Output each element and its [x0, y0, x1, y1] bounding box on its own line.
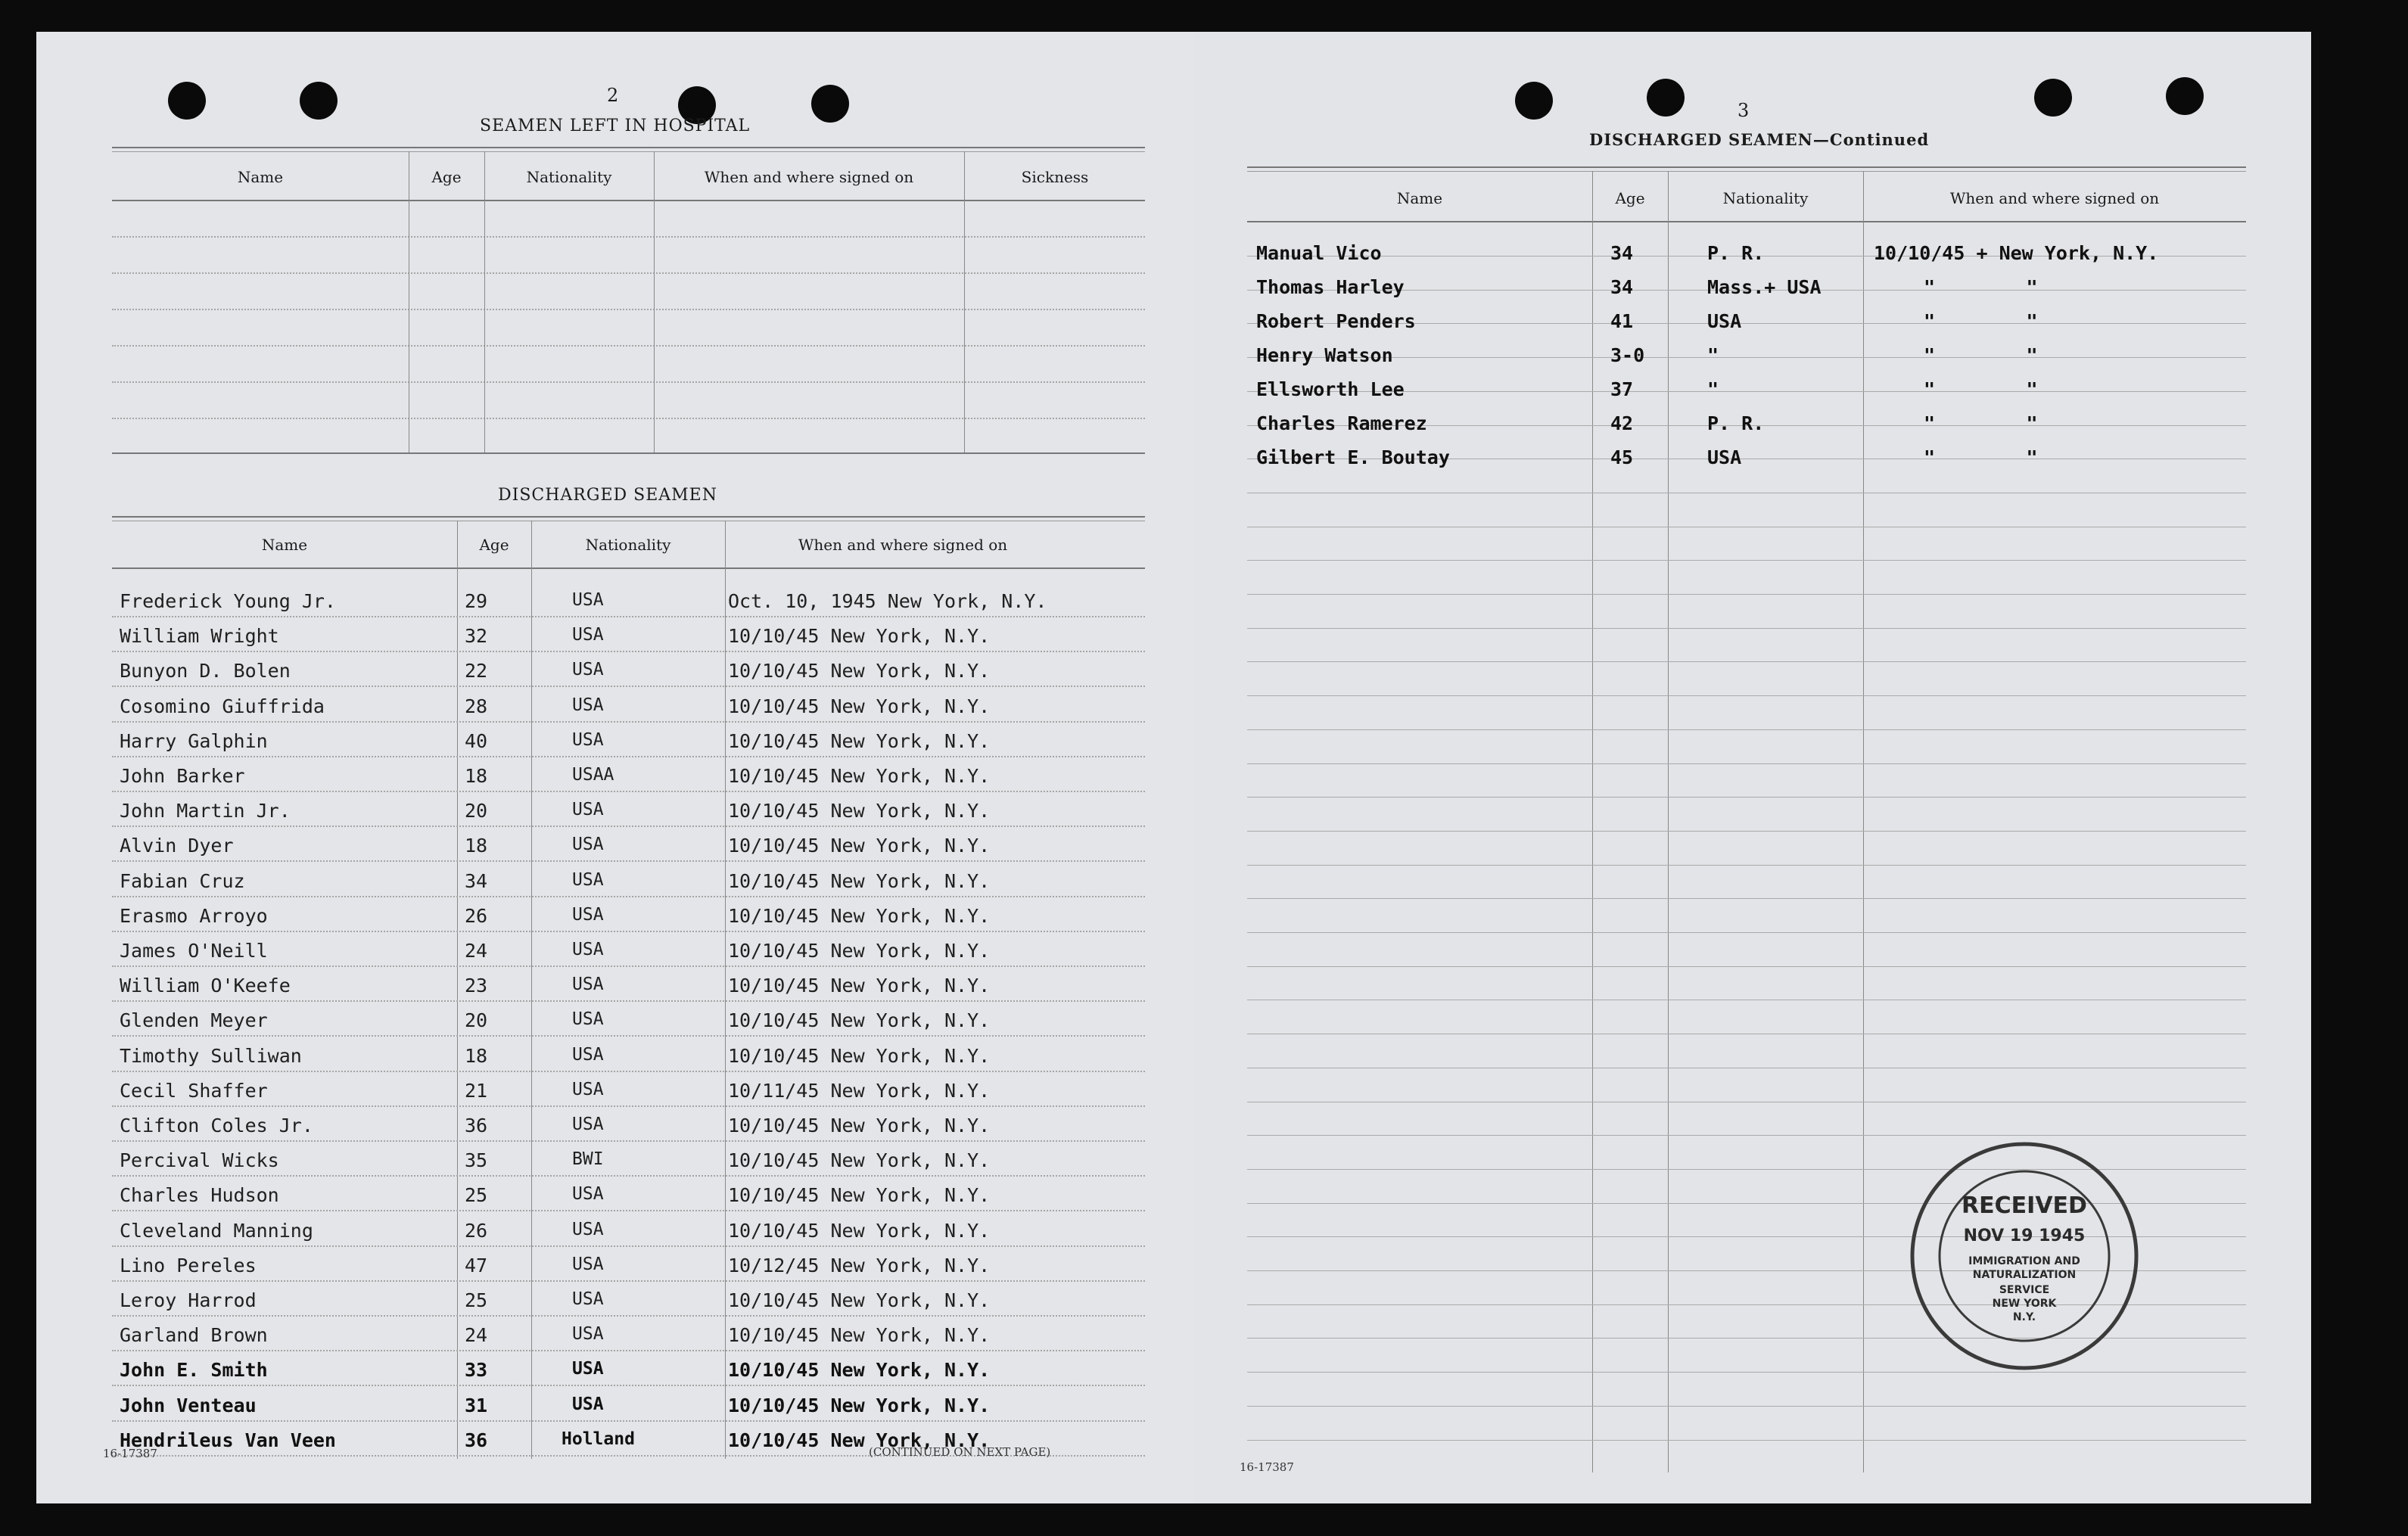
- seaman-signed-on: " ": [1924, 310, 2038, 332]
- seaman-name: Hendrileus Van Veen: [120, 1429, 336, 1451]
- row-rule: [112, 965, 1145, 967]
- row-rule: [1247, 560, 2246, 561]
- seaman-name: Harry Galphin: [120, 729, 268, 752]
- seaman-age: 20: [465, 1009, 488, 1032]
- seaman-name: John Barker: [120, 765, 245, 787]
- seaman-nationality: Mass.+ USA: [1707, 276, 1822, 298]
- row-rule: [112, 1000, 1145, 1002]
- seaman-age: 24: [465, 1324, 488, 1347]
- form-number: 16-17387: [103, 1447, 157, 1460]
- col-divider: [531, 521, 532, 1459]
- hospital-header-name: Name: [237, 168, 284, 186]
- seaman-name: Percival Wicks: [120, 1149, 279, 1172]
- seaman-age: 41: [1610, 310, 1634, 332]
- seaman-age: 33: [465, 1359, 488, 1382]
- seaman-age: 31: [465, 1394, 488, 1416]
- seaman-age: 26: [465, 904, 488, 927]
- row-rule: [112, 1350, 1145, 1351]
- col-divider: [1592, 171, 1593, 1472]
- seaman-name: Henry Watson: [1256, 344, 1393, 366]
- seaman-name: Lino Pereles: [120, 1254, 257, 1276]
- hospital-header-age: Age: [431, 168, 462, 186]
- seaman-nationality: USA: [572, 1254, 604, 1274]
- seaman-nationality: Holland: [562, 1429, 635, 1449]
- seaman-age: 35: [465, 1149, 488, 1172]
- seaman-name: William O'Keefe: [120, 975, 291, 997]
- left-page: [36, 32, 1193, 1503]
- stamp-line3: IMMIGRATION AND: [1968, 1255, 2080, 1267]
- seaman-nationality: USA: [572, 1115, 604, 1134]
- row-rule: [112, 651, 1145, 652]
- seaman-signed-on: 10/10/45 New York, N.Y.: [728, 729, 991, 752]
- punch-hole: [1515, 82, 1553, 120]
- punch-hole: [2034, 79, 2072, 117]
- seaman-name: Alvin Dyer: [120, 835, 234, 857]
- discharged-header-signed-on: When and where signed on: [798, 536, 1008, 554]
- seaman-signed-on: 10/10/45 New York, N.Y.: [728, 1219, 991, 1242]
- seaman-name: Charles Ramerez: [1256, 412, 1427, 434]
- row-rule: [112, 791, 1145, 792]
- right-section-title: DISCHARGED SEAMEN—Continued: [1589, 130, 1930, 149]
- seaman-nationality: ": [1707, 378, 1719, 400]
- seaman-age: 36: [465, 1429, 488, 1451]
- seaman-signed-on: " ": [1924, 344, 2038, 366]
- seaman-signed-on: 10/10/45 New York, N.Y.: [728, 975, 991, 997]
- seaman-nationality: USA: [572, 869, 604, 890]
- seaman-signed-on: 10/10/45 New York, N.Y.: [728, 1149, 991, 1172]
- seaman-signed-on: 10/10/45 New York, N.Y.: [728, 625, 991, 648]
- seaman-nationality: USA: [572, 800, 604, 820]
- seaman-name: Cleveland Manning: [120, 1219, 313, 1242]
- seaman-signed-on: 10/10/45 New York, N.Y.: [728, 1394, 991, 1416]
- seaman-age: 18: [465, 1044, 488, 1067]
- row-rule: [1247, 628, 2246, 629]
- seaman-age: 20: [465, 800, 488, 822]
- seaman-signed-on: 10/12/45 New York, N.Y.: [728, 1254, 991, 1276]
- seaman-signed-on: 10/10/45 New York, N.Y.: [728, 1044, 991, 1067]
- continued-note: (CONTINUED ON NEXT PAGE): [869, 1445, 1051, 1459]
- punch-hole: [300, 82, 338, 120]
- seaman-name: Leroy Harrod: [120, 1289, 257, 1311]
- seaman-signed-on: 10/10/45 New York, N.Y.: [728, 1009, 991, 1032]
- seaman-name: Frederick Young Jr.: [120, 590, 336, 612]
- seaman-name: Garland Brown: [120, 1324, 268, 1347]
- row-rule: [1247, 831, 2246, 832]
- stamp-line4: NATURALIZATION: [1972, 1269, 2077, 1281]
- seaman-name: Cecil Shaffer: [120, 1079, 268, 1102]
- col-divider: [1668, 171, 1669, 1472]
- seaman-nationality: USA: [572, 1184, 604, 1205]
- hospital-header-sickness: Sickness: [1021, 168, 1089, 186]
- seaman-name: Thomas Harley: [1256, 276, 1405, 298]
- stamp-line7: N.Y.: [2012, 1311, 2036, 1323]
- seaman-signed-on: 10/10/45 New York, N.Y.: [728, 1289, 991, 1311]
- row-rule: [112, 686, 1145, 687]
- seaman-nationality: USA: [572, 695, 604, 715]
- seaman-nationality: USA: [572, 729, 604, 750]
- row-rule: [112, 1420, 1145, 1422]
- seaman-signed-on: 10/10/45 + New York, N.Y.: [1874, 242, 2159, 264]
- col-divider: [457, 521, 458, 1459]
- received-stamp: [1907, 1139, 2142, 1373]
- seaman-name: Bunyon D. Bolen: [120, 660, 291, 682]
- discharged-header-name: Name: [261, 536, 308, 554]
- seaman-signed-on: 10/10/45 New York, N.Y.: [728, 1324, 991, 1347]
- seaman-nationality: USA: [572, 1289, 604, 1309]
- stamp-date: NOV 19 1945: [1963, 1227, 2086, 1245]
- seaman-age: 18: [465, 835, 488, 857]
- seaman-nationality: USAA: [572, 765, 614, 785]
- seaman-name: John E. Smith: [120, 1359, 268, 1382]
- seaman-signed-on: 10/10/45 New York, N.Y.: [728, 904, 991, 927]
- seaman-age: 37: [1610, 378, 1634, 400]
- row-rule: [112, 1175, 1145, 1177]
- row-rule: [112, 616, 1145, 617]
- row-rule: [112, 1245, 1145, 1247]
- row-rule: [1247, 932, 2246, 933]
- row-rule: [1247, 1406, 2246, 1407]
- right-header-signed-on: When and where signed on: [1949, 189, 2160, 207]
- seaman-nationality: USA: [572, 1044, 604, 1065]
- seaman-nationality: USA: [572, 1359, 604, 1379]
- row-rule: [1247, 1440, 2246, 1441]
- punch-hole: [2166, 77, 2204, 115]
- seaman-signed-on: " ": [1924, 378, 2038, 400]
- seaman-name: James O'Neill: [120, 940, 268, 962]
- row-rule: [112, 896, 1145, 897]
- seaman-name: John Martin Jr.: [120, 800, 291, 822]
- seaman-name: John Venteau: [120, 1394, 257, 1416]
- row-rule: [112, 721, 1145, 723]
- seaman-nationality: USA: [1707, 310, 1742, 332]
- seaman-name: Ellsworth Lee: [1256, 378, 1405, 400]
- page-number: 2: [607, 85, 619, 106]
- seaman-age: 42: [1610, 412, 1634, 434]
- seaman-nationality: USA: [572, 1394, 604, 1414]
- right-header-nationality: Nationality: [1722, 189, 1809, 207]
- seaman-nationality: USA: [572, 1219, 604, 1239]
- seaman-age: 21: [465, 1079, 488, 1102]
- row-rule: [1247, 865, 2246, 866]
- row-rule: [1247, 966, 2246, 967]
- seaman-nationality: USA: [572, 660, 604, 680]
- punch-hole: [168, 82, 206, 120]
- row-rule: [112, 1071, 1145, 1072]
- seaman-nationality: ": [1707, 344, 1719, 366]
- right-page: [1193, 32, 2311, 1503]
- seaman-name: Glenden Meyer: [120, 1009, 268, 1032]
- stamp-line6: NEW YORK: [1992, 1298, 2057, 1310]
- row-rule: [112, 756, 1145, 757]
- row-rule: [112, 1315, 1145, 1317]
- seaman-signed-on: " ": [1924, 446, 2038, 468]
- row-rule: [1247, 695, 2246, 696]
- seaman-name: Clifton Coles Jr.: [120, 1115, 313, 1136]
- page-number: 3: [1738, 100, 1750, 121]
- seaman-nationality: USA: [572, 625, 604, 645]
- seaman-age: 32: [465, 625, 488, 648]
- seaman-signed-on: 10/10/45 New York, N.Y.: [728, 869, 991, 892]
- row-rule: [1247, 898, 2246, 899]
- seaman-signed-on: 10/10/45 New York, N.Y.: [728, 765, 991, 787]
- seaman-name: Manual Vico: [1256, 242, 1382, 264]
- seaman-name: Charles Hudson: [120, 1184, 279, 1207]
- hospital-header-signed-on: When and where signed on: [704, 168, 914, 186]
- seaman-signed-on: Oct. 10, 1945 New York, N.Y.: [728, 590, 1047, 612]
- seaman-signed-on: " ": [1924, 276, 2038, 298]
- discharged-header-nationality: Nationality: [585, 536, 671, 554]
- seaman-signed-on: " ": [1924, 412, 2038, 434]
- seaman-name: Cosomino Giuffrida: [120, 695, 325, 717]
- discharged-header-age: Age: [479, 536, 509, 554]
- seaman-age: 34: [465, 869, 488, 892]
- seaman-age: 47: [465, 1254, 488, 1276]
- seaman-name: Robert Penders: [1256, 310, 1416, 332]
- seaman-signed-on: 10/11/45 New York, N.Y.: [728, 1079, 991, 1102]
- seaman-age: 3-0: [1610, 344, 1645, 366]
- seaman-nationality: USA: [1707, 446, 1742, 468]
- right-header-age: Age: [1615, 189, 1645, 207]
- seaman-nationality: USA: [572, 1079, 604, 1099]
- seaman-age: 25: [465, 1184, 488, 1207]
- seaman-age: 29: [465, 590, 488, 612]
- seaman-age: 24: [465, 940, 488, 962]
- seaman-name: Timothy Sulliwan: [120, 1044, 302, 1067]
- seaman-nationality: USA: [572, 835, 604, 855]
- punch-hole: [811, 85, 849, 123]
- row-rule: [112, 1105, 1145, 1107]
- row-rule: [1247, 594, 2246, 595]
- seaman-age: 34: [1610, 242, 1634, 264]
- seaman-nationality: USA: [572, 904, 604, 925]
- row-rule: [112, 860, 1145, 862]
- row-rule: [112, 1035, 1145, 1037]
- row-rule: [1247, 763, 2246, 764]
- seaman-signed-on: 10/10/45 New York, N.Y.: [728, 1359, 991, 1382]
- stamp-received: RECEIVED: [1962, 1192, 2087, 1219]
- row-rule: [1247, 357, 2246, 358]
- stamp-line5: SERVICE: [1999, 1284, 2050, 1296]
- row-rule: [112, 1210, 1145, 1211]
- seaman-name: William Wright: [120, 625, 279, 648]
- hospital-section-title: SEAMEN LEFT IN HOSPITAL: [480, 117, 751, 135]
- col-divider: [725, 521, 726, 1459]
- seaman-signed-on: 10/10/45 New York, N.Y.: [728, 1115, 991, 1136]
- row-rule: [112, 931, 1145, 932]
- seaman-signed-on: 10/10/45 New York, N.Y.: [728, 940, 991, 962]
- row-rule: [112, 826, 1145, 827]
- row-rule: [1247, 729, 2246, 730]
- seaman-age: 36: [465, 1115, 488, 1136]
- seaman-nationality: P. R.: [1707, 242, 1765, 264]
- seaman-nationality: P. R.: [1707, 412, 1765, 434]
- seaman-signed-on: 10/10/45 New York, N.Y.: [728, 1429, 991, 1451]
- hospital-header-nationality: Nationality: [526, 168, 612, 186]
- seaman-name: Fabian Cruz: [120, 869, 245, 892]
- seaman-nationality: USA: [572, 975, 604, 995]
- punch-hole: [1647, 79, 1685, 117]
- row-rule: [1247, 797, 2246, 798]
- row-rule: [1247, 1135, 2246, 1136]
- seaman-signed-on: 10/10/45 New York, N.Y.: [728, 835, 991, 857]
- seaman-age: 18: [465, 765, 488, 787]
- seaman-nationality: USA: [572, 1324, 604, 1345]
- seaman-age: 40: [465, 729, 488, 752]
- seaman-age: 22: [465, 660, 488, 682]
- row-rule: [112, 1280, 1145, 1282]
- seaman-age: 23: [465, 975, 488, 997]
- form-number: 16-17387: [1240, 1460, 1294, 1474]
- seaman-signed-on: 10/10/45 New York, N.Y.: [728, 695, 991, 717]
- seaman-nationality: USA: [572, 1009, 604, 1030]
- seaman-age: 25: [465, 1289, 488, 1311]
- seaman-nationality: USA: [572, 940, 604, 959]
- seaman-signed-on: 10/10/45 New York, N.Y.: [728, 1184, 991, 1207]
- seaman-age: 28: [465, 695, 488, 717]
- row-rule: [112, 1385, 1145, 1386]
- seaman-nationality: USA: [572, 590, 604, 610]
- seaman-age: 34: [1610, 276, 1634, 298]
- row-rule: [1247, 661, 2246, 662]
- seaman-nationality: BWI: [572, 1149, 604, 1170]
- discharged-section-title: DISCHARGED SEAMEN: [498, 486, 717, 505]
- seaman-name: Erasmo Arroyo: [120, 904, 268, 927]
- right-header-name: Name: [1396, 189, 1443, 207]
- seaman-name: Gilbert E. Boutay: [1256, 446, 1450, 468]
- seaman-age: 26: [465, 1219, 488, 1242]
- seaman-signed-on: 10/10/45 New York, N.Y.: [728, 660, 991, 682]
- seaman-signed-on: 10/10/45 New York, N.Y.: [728, 800, 991, 822]
- seaman-age: 45: [1610, 446, 1634, 468]
- col-divider: [1863, 171, 1864, 1472]
- row-rule: [112, 1140, 1145, 1142]
